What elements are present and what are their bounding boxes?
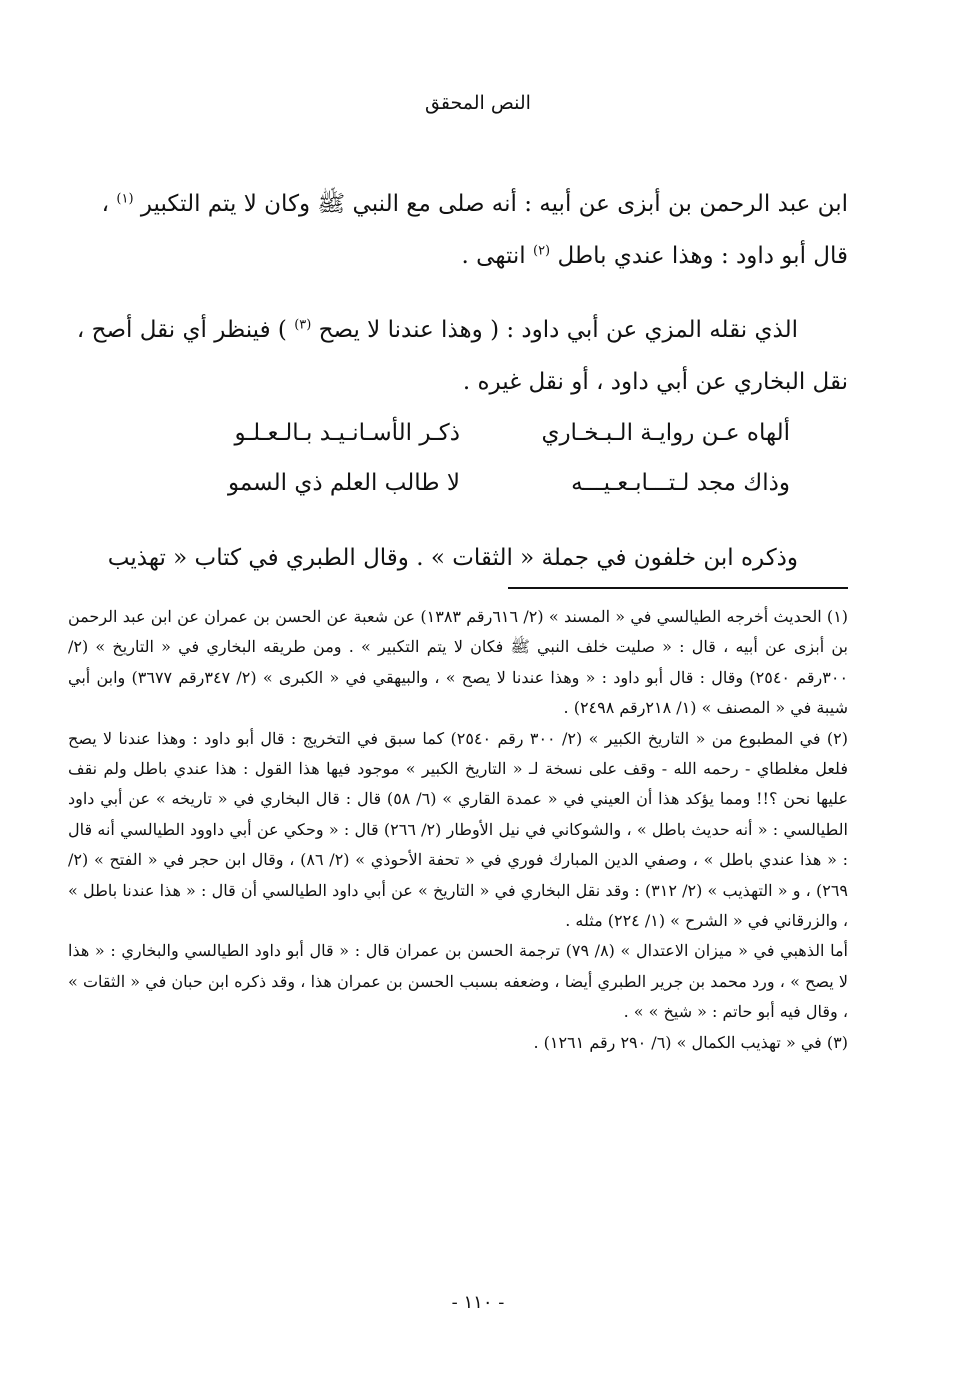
verse-hemistich: ذكـر الأسـانـيـد بـالـعـلـو <box>234 420 460 446</box>
main-line: وذكره ابن خلفون في جملة « الثقات » . وقال الطبري في كتاب « تهذيب <box>107 545 798 571</box>
verse-hemistich: ألهاه عـن روايـة الـبـخـاري <box>541 420 790 446</box>
footnote-ref: (٢) <box>532 243 551 259</box>
main-line-text: انتهى . <box>461 243 533 269</box>
main-line <box>68 178 848 230</box>
verse-line <box>68 408 848 458</box>
footnotes <box>68 602 848 1058</box>
verse-line <box>68 458 848 508</box>
footnote-2: (٢) في المطبوع من « التاريخ الكبير » (٢/ ٣٠٠ رقم ٢٥٤٠) كما سبق في التخريج : قال أبو داود : وهذا عندنا لا يصح فلعل مغلطاي - رحمه الله - وقف على نسخة لـ « التاريخ الكبير » موجود فيها هذا القول : هذا عندي باطل ولم نقف عليها نحن ؟!! ومما يؤكد هذا أن العيني في « عمدة القاري » (٦/ ٥٨) قال : قال البخاري في « تاريخه » عن أبي داود الطيالسي : « أنه حديث باطل » ، والشوكاني في نيل الأوطار (٢/ ٢٦٦) قال : « وحكي عن أبي داوود الطيالسي أنه قال : « هذا عندي باطل » ، وصفي الدين المبارك فوري في « تحفة الأحوذي » (٢/ ٨٦) ، وقال ابن حجر في « الفتح » (٢/ ٢٦٩) ، و « التهذيب » (٢/ ٣١٢) : وقد نقل البخاري في « التاريخ » عن أبي داود الطيالسي أن قال : « هذا عندنا باطل » ، والزرقاني في « الشرح » (١/ ٢٢٤) مثله . <box>68 728 849 931</box>
main-line-text: الذي نقله المزي عن أبي داود : ( وهذا عندنا لا يصح <box>318 317 798 343</box>
page-number: - ١١٠ - <box>451 1292 505 1313</box>
main-line-text: ابن عبد الرحمن بن أبزى عن أبيه : أنه صلى مع النبي ﷺ وكان لا يتم التكبير <box>140 191 848 217</box>
main-line-text: قال أبو داود : وهذا عندي باطل <box>557 243 848 269</box>
verse-hemistich: لا طالب العلم ذي السمو <box>227 470 460 496</box>
main-text <box>68 178 848 584</box>
main-line <box>68 304 848 356</box>
main-line-text: ) فينظر أي نقل أصح ، <box>76 317 295 343</box>
main-line <box>68 230 848 282</box>
footnote-1: (١) الحديث أخرجه الطيالسي في « المسند » (٢/ ٦١٦رقم ١٣٨٣) عن شعبة عن الحسن بن عمران عن ابن عبد الرحمن بن أبزى عن أبيه ، قال : « صليت خلف النبي ﷺ فكان لا يتم التكبير » . ومن طريقه البخاري في « التاريخ » (٢/ ٣٠٠رقم ٢٥٤٠) وقال : قال أبو داود : « وهذا عندنا لا يصح » ، والبيهقي في « الكبرى » (٢/ ٣٤٧رقم ٣٦٧٧) وابن أبي شيبة في « المصنف » (١/ ٢١٨رقم ٢٤٩٨) . <box>68 607 849 718</box>
footnote-separator <box>508 587 848 589</box>
footnote-3: (٣) في « تهذيب الكمال » (٦/ ٢٩٠ رقم ١٢٦١) . <box>533 1032 848 1052</box>
running-head: النص المحقق <box>425 92 531 114</box>
verse-hemistich: وذاك مجد لـتـــابـعـيـــه <box>571 470 790 496</box>
main-line-text: ، <box>101 191 117 217</box>
footnote-ref: (١) <box>116 191 134 207</box>
footnote-2-continuation: أما الذهبي في « ميزان الاعتدال » (٨/ ٧٩) ترجمة الحسن بن عمران قال : « قال أبو داود الطيالسي والبخاري : « هذا لا يصح » ، ورد محمد بن جرير الطبري أيضا ، وضعفه بسبب الحسن بن عمران هذا ، وقد ذكره ابن حبان في « الثقات » ، وقال فيه أبو حاتم : « شيخ » » . <box>68 941 849 1022</box>
footnote-ref: (٣) <box>294 317 312 333</box>
main-line: نقل البخاري عن أبي داود ، أو نقل غيره . <box>462 369 848 395</box>
